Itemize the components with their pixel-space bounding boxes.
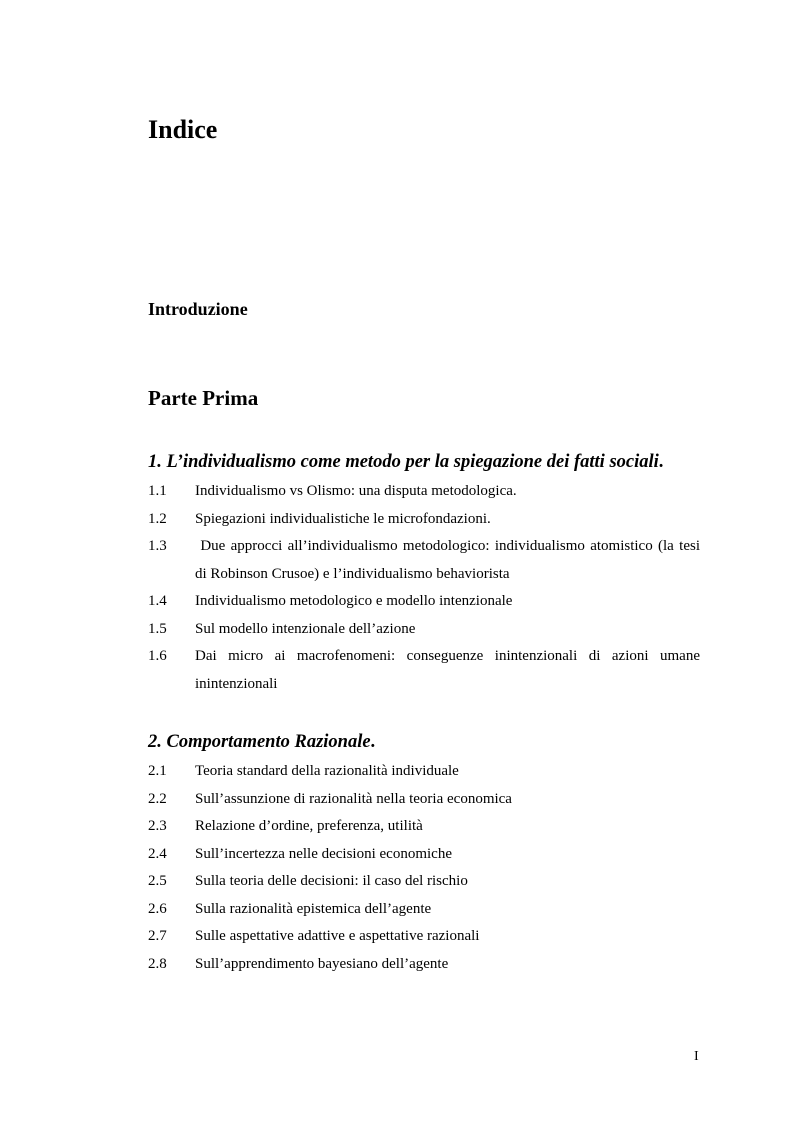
chapter-title: 2. Comportamento Razionale bbox=[148, 732, 371, 752]
toc-entry bbox=[148, 588, 700, 616]
page-number: I bbox=[694, 1049, 699, 1064]
section-number: 2.6 bbox=[148, 900, 167, 917]
section-number: 1.3 bbox=[148, 538, 167, 554]
section-title: Dai micro ai macrofenomeni: conseguenze inintenzionali di azioni umane inintenzionali bbox=[195, 648, 700, 692]
part-heading: Parte Prima bbox=[148, 386, 259, 410]
toc-entry bbox=[148, 896, 700, 924]
section-title: Sulla razionalità epistemica dell’agente bbox=[195, 900, 432, 917]
introduction-heading: Introduzione bbox=[148, 299, 248, 319]
chapter-title-period: . bbox=[658, 452, 664, 472]
toc-entry bbox=[148, 506, 700, 534]
section-number: 2.7 bbox=[148, 928, 167, 944]
chapter-heading bbox=[148, 729, 375, 755]
section-number: 1.5 bbox=[148, 620, 167, 637]
section-number: 2.5 bbox=[148, 873, 167, 889]
chapter-heading bbox=[148, 449, 663, 475]
chapter-title: 1. L’individualismo come metodo per la spiegazione dei fatti sociali bbox=[148, 452, 659, 472]
section-number: 1.4 bbox=[148, 593, 167, 609]
section-number: 2.3 bbox=[148, 818, 167, 834]
section-title: Individualismo metodologico e modello intenzionale bbox=[195, 593, 513, 609]
section-number: 1.2 bbox=[148, 510, 167, 527]
toc-entry bbox=[148, 813, 700, 841]
section-number: 2.2 bbox=[148, 790, 167, 807]
section-number: 2.8 bbox=[148, 955, 167, 972]
toc-entry bbox=[148, 841, 700, 869]
section-title: Due approcci all’individualismo metodologico: individualismo atomistico (la tesi di Robinson Crusoe) e l’individualismo behaviorista bbox=[195, 538, 704, 582]
toc-entry bbox=[148, 923, 700, 951]
section-title: Sulle aspettative adattive e aspettative razionali bbox=[195, 928, 480, 944]
section-title: Sul modello intenzionale dell’azione bbox=[195, 620, 416, 637]
section-title: Sull’assunzione di razionalità nella teoria economica bbox=[195, 790, 512, 807]
toc-entry bbox=[148, 758, 700, 786]
toc-entry bbox=[148, 643, 700, 698]
toc-entry bbox=[148, 478, 700, 506]
section-number: 2.4 bbox=[148, 845, 167, 862]
toc-entry bbox=[148, 533, 704, 588]
page-title: Indice bbox=[148, 115, 218, 144]
section-title: Individualismo vs Olismo: una disputa metodologica. bbox=[195, 483, 517, 499]
section-title: Relazione d’ordine, preferenza, utilità bbox=[195, 818, 423, 834]
chapter-title-period: . bbox=[370, 732, 376, 752]
toc-entry bbox=[148, 616, 700, 644]
section-title: Sull’incertezza nelle decisioni economiche bbox=[195, 845, 452, 862]
section-number: 1.1 bbox=[148, 483, 167, 499]
section-number: 2.1 bbox=[148, 763, 167, 779]
section-title: Sull’apprendimento bayesiano dell’agente bbox=[195, 955, 449, 972]
section-title: Sulla teoria delle decisioni: il caso del rischio bbox=[195, 873, 468, 889]
section-title: Spiegazioni individualistiche le microfondazioni. bbox=[195, 510, 491, 527]
section-title: Teoria standard della razionalità individuale bbox=[195, 763, 459, 779]
toc-entry bbox=[148, 951, 700, 979]
toc-entry bbox=[148, 786, 700, 814]
section-number: 1.6 bbox=[148, 648, 167, 664]
toc-entry bbox=[148, 868, 700, 896]
